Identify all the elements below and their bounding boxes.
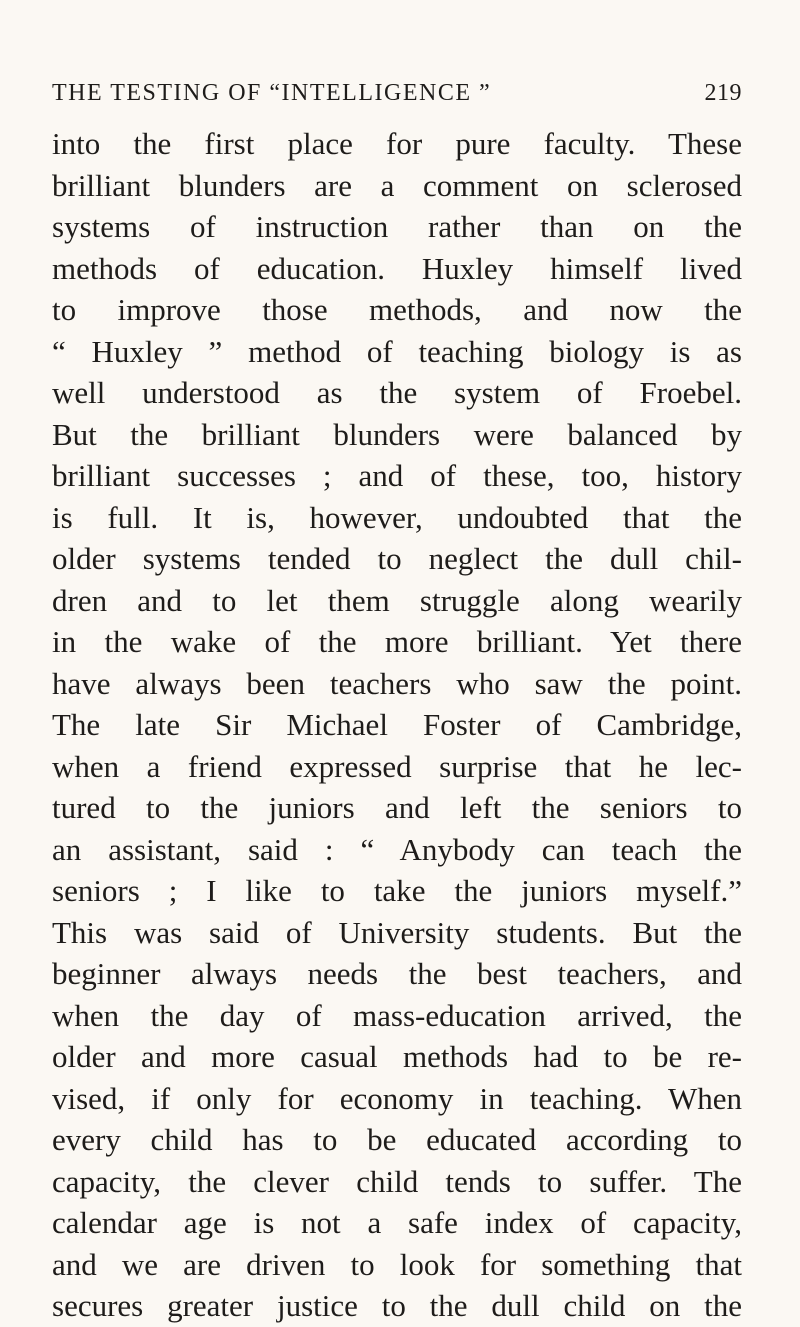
- text-line: capacity, the clever child tends to suffer. The: [52, 1163, 742, 1199]
- text-line: methods of education. Huxley himself lived: [52, 250, 742, 286]
- body-text: [52, 123, 742, 1327]
- text-line: vised, if only for economy in teaching. When: [52, 1080, 742, 1116]
- text-line: in the wake of the more brilliant. Yet there: [52, 624, 742, 659]
- text-line: beginner always needs the best teachers, and: [52, 956, 742, 991]
- page-number: 219: [704, 80, 742, 106]
- text-line: have always been teachers who saw the point.: [52, 665, 742, 701]
- text-line: well understood as the system of Froebel.: [52, 375, 742, 410]
- text-line: brilliant successes ; and of these, too, history: [52, 458, 742, 493]
- text-line: seniors ; I like to take the juniors myself.”: [52, 873, 742, 908]
- text-line: to improve those methods, and now the: [52, 292, 742, 327]
- text-line: an assistant, said : “ Anybody can teach the: [52, 831, 742, 867]
- text-line: into the first place for pure faculty. These: [52, 126, 742, 161]
- text-line: But the brilliant blunders were balanced by: [52, 416, 742, 452]
- text-line: brilliant blunders are a comment on sclerosed: [52, 167, 742, 203]
- text-line: dren and to let them struggle along wearily: [52, 582, 742, 618]
- text-line: when the day of mass-education arrived, the: [52, 997, 742, 1033]
- text-line: is full. It is, however, undoubted that the: [52, 499, 742, 535]
- text-line: “ Huxley ” method of teaching biology is as: [52, 333, 742, 369]
- text-line: The late Sir Michael Foster of Cambridge,: [52, 707, 742, 742]
- running-head: [52, 80, 742, 116]
- text-line: and we are driven to look for something that: [52, 1246, 742, 1282]
- text-line: calendar age is not a safe index of capacity,: [52, 1205, 742, 1240]
- text-line: This was said of University students. But the: [52, 914, 742, 950]
- text-line: systems of instruction rather than on the: [52, 209, 742, 244]
- text-line: older systems tended to neglect the dull chil-: [52, 541, 742, 576]
- text-line: tured to the juniors and left the seniors to: [52, 790, 742, 825]
- text-line: every child has to be educated according to: [52, 1122, 742, 1157]
- text-line: when a friend expressed surprise that he lec-: [52, 748, 742, 784]
- running-head-title: THE TESTING OF “INTELLIGENCE ”: [52, 80, 492, 106]
- text-line: secures greater justice to the dull child on the: [52, 1288, 742, 1323]
- text-line: older and more casual methods had to be re-: [52, 1039, 742, 1074]
